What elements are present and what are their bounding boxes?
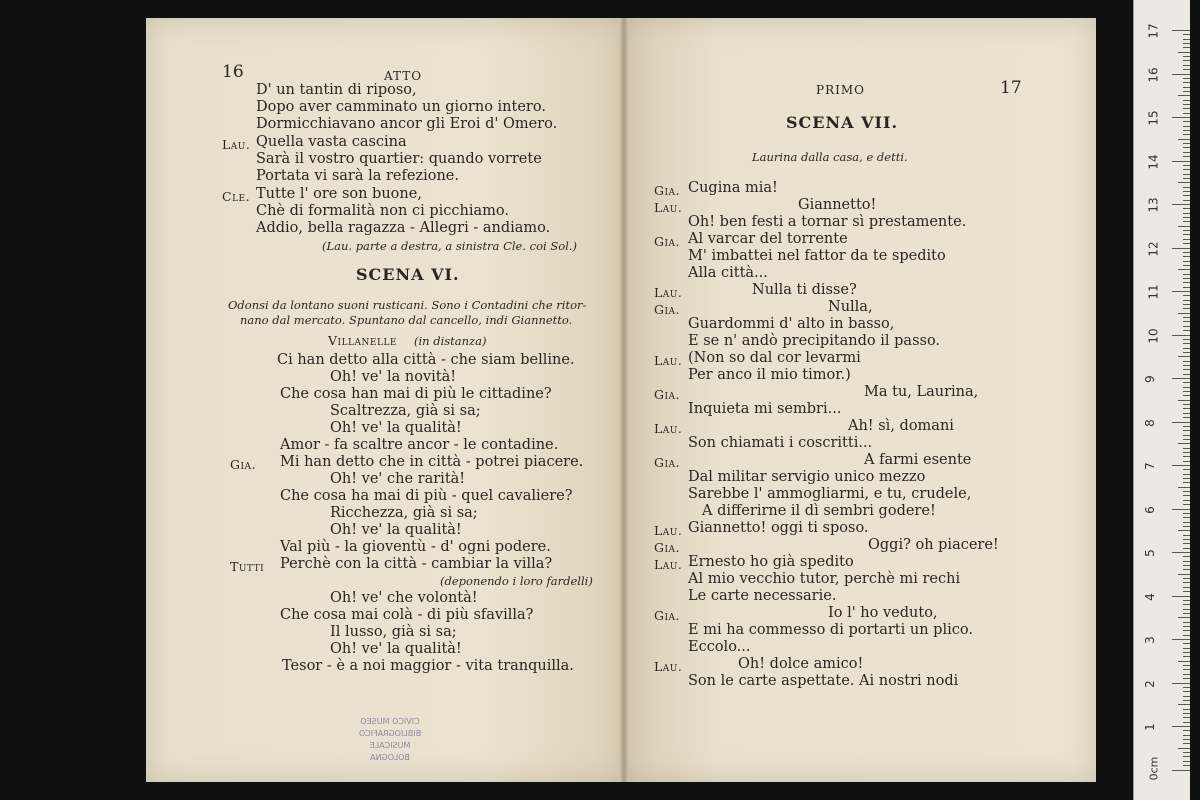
ruler-tick (1183, 504, 1190, 505)
right-page-number: 17 (1000, 78, 1022, 98)
stamp-line: BIBLIOGRAFICO MUSICALE (358, 729, 422, 750)
ruler-tick (1172, 726, 1190, 727)
ruler-tick (1183, 352, 1190, 353)
ruler-tick (1183, 56, 1190, 57)
text-line: Giannetto! oggi ti sposo. (688, 520, 869, 536)
ruler-tick (1183, 656, 1190, 657)
ruler-tick (1178, 748, 1190, 749)
verse-line: Il lusso, già si sa; (330, 624, 457, 640)
text-line: Eccolo... (688, 639, 751, 655)
text-line: Dal militar servigio unico mezzo (688, 469, 926, 485)
text-line: D' un tantin di riposo, (256, 82, 417, 98)
ruler-tick (1183, 78, 1190, 79)
ruler-tick (1183, 578, 1190, 579)
ruler-tick (1183, 230, 1190, 231)
verse-line: Tesor - è a noi maggior - vita tranquilla. (282, 658, 574, 674)
ruler-tick (1183, 717, 1190, 718)
ruler-tick (1183, 678, 1190, 679)
verse-line: Oh! ve' la novità! (330, 369, 457, 385)
ruler-tick (1183, 382, 1190, 383)
ruler-tick (1183, 147, 1190, 148)
text-line: Son le carte aspettate. Ai nostri nodi (688, 673, 959, 689)
ruler-tick (1183, 82, 1190, 83)
ruler-tick (1183, 478, 1190, 479)
ruler-tick (1183, 252, 1190, 253)
ruler-tick (1183, 191, 1190, 192)
verse-line: Oh! ve' la qualità! (330, 641, 462, 657)
text-line: M' imbattei nel fattor da te spedito (688, 248, 946, 264)
text-line: Guardommi d' alto in basso, (688, 316, 895, 332)
ruler-tick (1183, 343, 1190, 344)
stamp-line: BOLOGNA (370, 753, 410, 762)
ruler-tick (1183, 456, 1190, 457)
ruler-tick (1183, 482, 1190, 483)
ruler-tick (1183, 430, 1190, 431)
speaker-label: Gia. (654, 455, 681, 470)
ruler-number: 8 (1142, 418, 1157, 427)
stage-direction: nano dal mercato. Spuntano dal cancello, indi Giannetto. (240, 313, 573, 327)
speaker-label: Lau. (654, 200, 683, 215)
ruler-tick (1183, 739, 1190, 740)
ruler-number: 17 (1146, 23, 1161, 39)
text-line: E mi ha commesso di portarti un plico. (688, 622, 973, 638)
verse-line: Scaltrezza, già si sa; (330, 403, 481, 419)
text-line: Chè di formalità non ci picchiamo. (256, 203, 509, 219)
ruler-tick (1172, 204, 1190, 205)
speaker-label: Lau. (654, 557, 683, 572)
ruler-tick (1183, 200, 1190, 201)
ruler-tick (1183, 243, 1190, 244)
ruler-number: 6 (1142, 505, 1157, 514)
library-stamp (340, 716, 440, 762)
text-line: Tutte l' ore son buone, (256, 186, 422, 202)
ruler-tick (1183, 539, 1190, 540)
ruler-tick (1183, 126, 1190, 127)
ruler-tick (1183, 213, 1190, 214)
ruler-tick (1183, 369, 1190, 370)
text-line: Son chiamati i coscritti... (688, 435, 873, 451)
ruler-tick (1183, 326, 1190, 327)
text-line: Oh! ben festi a tornar sì prestamente. (688, 214, 967, 230)
speaker-label: Lau. (654, 421, 683, 436)
ruler-tick (1183, 261, 1190, 262)
ruler-tick (1183, 461, 1190, 462)
ruler-tick (1183, 195, 1190, 196)
ruler-tick (1178, 443, 1190, 444)
ruler-tick (1183, 543, 1190, 544)
ruler-tick (1183, 604, 1190, 605)
verse-line: Oh! ve' la qualità! (330, 522, 462, 538)
ruler-tick (1183, 87, 1190, 88)
ruler-number: 1 (1142, 723, 1157, 731)
ruler-tick (1178, 530, 1190, 531)
ruler-tick (1183, 365, 1190, 366)
ruler-number: 4 (1142, 592, 1157, 601)
scena-title: SCENA VI. (356, 265, 460, 284)
ruler-tick (1178, 95, 1190, 96)
stage-direction: (deponendo i loro fardelli) (440, 574, 593, 588)
text-line: Ma tu, Laurina, (864, 384, 979, 400)
ruler-tick (1183, 339, 1190, 340)
ruler-tick (1172, 335, 1190, 336)
ruler-tick (1178, 52, 1190, 53)
ruler-tick (1178, 182, 1190, 183)
speaker-label: Cle. (222, 189, 251, 204)
verse-line: Val più - la gioventù - d' ogni podere. (280, 539, 551, 555)
ruler-tick (1178, 269, 1190, 270)
ruler-tick (1183, 43, 1190, 44)
text-line: Ah! sì, domani (848, 418, 954, 434)
speaker-label: Gia. (654, 183, 681, 198)
ruler-tick (1183, 234, 1190, 235)
text-line: Nulla ti disse? (752, 282, 857, 298)
text-line: A differirne il dì sembri godere! (702, 503, 936, 519)
ruler-tick (1183, 287, 1190, 288)
text-line: Al varcar del torrente (688, 231, 848, 247)
speaker-label: Gia. (654, 608, 681, 623)
scena-title: SCENA VII. (786, 113, 899, 132)
ruler-tick (1183, 169, 1190, 170)
ruler-tick (1183, 700, 1190, 701)
ruler-tick (1183, 100, 1190, 101)
ruler-tick (1183, 300, 1190, 301)
ruler-tick (1183, 587, 1190, 588)
ruler-tick (1172, 552, 1190, 553)
ruler-tick (1183, 104, 1190, 105)
ruler-tick (1183, 130, 1190, 131)
verse-line: Oh! ve' la qualità! (330, 420, 462, 436)
ruler-tick (1183, 622, 1190, 623)
speaker-label: Gia. (230, 457, 257, 472)
ruler-tick (1183, 565, 1190, 566)
ruler-tick (1183, 134, 1190, 135)
ruler-tick (1183, 765, 1190, 766)
ruler-tick (1178, 661, 1190, 662)
speaker-label: Lau. (654, 285, 683, 300)
text-line: Cugina mia! (688, 180, 778, 196)
ruler-tick (1183, 374, 1190, 375)
ruler-tick (1172, 74, 1190, 75)
ruler-number: 16 (1146, 66, 1161, 83)
ruler-tick (1183, 526, 1190, 527)
ruler-tick (1183, 187, 1190, 188)
ruler-tick (1183, 591, 1190, 592)
ruler-tick (1183, 330, 1190, 331)
text-line: Per anco il mio timor.) (688, 367, 851, 383)
ruler-tick (1183, 491, 1190, 492)
ruler-tick (1183, 517, 1190, 518)
ruler-tick (1183, 278, 1190, 279)
ruler-tick (1183, 556, 1190, 557)
ruler-tick (1183, 47, 1190, 48)
ruler-tick (1183, 274, 1190, 275)
ruler-tick (1183, 626, 1190, 627)
ruler-tick (1183, 69, 1190, 70)
ruler-tick (1183, 404, 1190, 405)
ruler-tick (1183, 282, 1190, 283)
ruler-tick (1183, 513, 1190, 514)
speaker-label: Gia. (654, 234, 681, 249)
ruler-tick (1183, 761, 1190, 762)
ruler-number: 14 (1146, 153, 1161, 170)
ruler-tick (1183, 522, 1190, 523)
ruler-tick (1178, 313, 1190, 314)
stage-direction: (in distanza) (414, 334, 487, 348)
ruler-tick (1183, 709, 1190, 710)
verse-line: Oh! ve' che rarità! (330, 471, 466, 487)
ruler-tick (1178, 400, 1190, 401)
ruler-tick (1172, 378, 1190, 379)
ruler-tick (1172, 770, 1190, 771)
ruler-tick (1183, 217, 1190, 218)
ruler-tick (1178, 617, 1190, 618)
ruler-tick (1183, 361, 1190, 362)
ruler-tick (1172, 596, 1190, 597)
ruler-tick (1183, 221, 1190, 222)
ruler-tick (1183, 34, 1190, 35)
ruler-tick (1183, 395, 1190, 396)
ruler-tick (1183, 652, 1190, 653)
ruler-tick (1183, 648, 1190, 649)
text-line: Portata vi sarà la refezione. (256, 168, 459, 184)
ruler-tick (1172, 117, 1190, 118)
ruler-tick (1183, 65, 1190, 66)
ruler-tick (1183, 600, 1190, 601)
ruler-tick (1183, 435, 1190, 436)
text-line: Le carte necessarie. (688, 588, 837, 604)
right-running-head: PRIMO (816, 83, 865, 97)
ruler-tick (1183, 665, 1190, 666)
text-line: Oggi? oh piacere! (868, 537, 999, 553)
ruler-tick (1183, 426, 1190, 427)
ruler-number: 9 (1142, 375, 1157, 383)
left-running-head: ATTO (384, 69, 423, 83)
speaker-label: Gia. (654, 302, 681, 317)
ruler-tick (1172, 161, 1190, 162)
ruler-tick (1183, 60, 1190, 61)
ruler-tick (1183, 735, 1190, 736)
ruler-tick (1183, 630, 1190, 631)
ruler-tick (1178, 704, 1190, 705)
ruler-tick (1183, 730, 1190, 731)
speaker-label: Tutti (230, 559, 265, 574)
text-line: Inquieta mi sembri... (688, 401, 842, 417)
ruler-tick (1183, 452, 1190, 453)
ruler-tick (1183, 500, 1190, 501)
measuring-ruler (1133, 0, 1190, 800)
ruler-tick (1183, 321, 1190, 322)
ruler-number: 11 (1146, 284, 1161, 300)
ruler-number: 12 (1146, 240, 1161, 257)
ruler-tick (1178, 139, 1190, 140)
text-line: Dormicchiavano ancor gli Eroi d' Omero. (256, 116, 558, 132)
ruler-number: 13 (1146, 197, 1161, 213)
ruler-tick (1183, 108, 1190, 109)
ruler-number: 3 (1142, 636, 1157, 644)
ruler-tick (1183, 696, 1190, 697)
ruler-tick (1172, 422, 1190, 423)
ruler-tick (1183, 743, 1190, 744)
ruler-number: 10 (1146, 327, 1161, 344)
ruler-tick (1183, 387, 1190, 388)
ruler-tick (1183, 609, 1190, 610)
chorus-label: Villanelle (328, 333, 398, 348)
speaker-label: Lau. (654, 523, 683, 538)
stamp-line: CIVICO MUSEO (360, 717, 420, 726)
text-line: Giannetto! (798, 197, 877, 213)
ruler-tick (1183, 239, 1190, 240)
ruler-tick (1183, 613, 1190, 614)
ruler-tick (1183, 635, 1190, 636)
ruler-tick (1183, 495, 1190, 496)
ruler-tick (1183, 674, 1190, 675)
speaker-label: Lau. (654, 353, 683, 368)
text-line: Addio, bella ragazza - Allegri - andiamo. (256, 220, 551, 236)
ruler-tick (1183, 713, 1190, 714)
verse-line: Oh! ve' che volontà! (330, 590, 478, 606)
ruler-tick (1183, 348, 1190, 349)
ruler-tick (1172, 639, 1190, 640)
text-line: (Non so dal cor levarmi (688, 350, 861, 366)
ruler-tick (1183, 391, 1190, 392)
ruler-number: 2 (1142, 679, 1157, 688)
ruler-tick (1183, 174, 1190, 175)
ruler-tick (1183, 208, 1190, 209)
verse-line: Mi han detto che in città - potrei piacere. (280, 454, 584, 470)
ruler-tick (1183, 143, 1190, 144)
speaker-label: Gia. (654, 387, 681, 402)
ruler-tick (1183, 756, 1190, 757)
text-line: Al mio vecchio tutor, perchè mi rechi (688, 571, 961, 587)
ruler-tick (1183, 448, 1190, 449)
ruler-tick (1183, 165, 1190, 166)
ruler-unit: 0cm (1147, 756, 1161, 781)
left-page-number: 16 (222, 62, 244, 82)
ruler-tick (1183, 408, 1190, 409)
ruler-tick (1183, 752, 1190, 753)
verse-line: Perchè con la città - cambiar la villa? (280, 556, 553, 572)
text-line: Io l' ho veduto, (828, 605, 938, 621)
text-line: Ernesto ho già spedito (688, 554, 854, 570)
ruler-number: 7 (1142, 462, 1157, 470)
verse-line: Amor - fa scaltre ancor - le contadine. (280, 437, 559, 453)
ruler-tick (1183, 669, 1190, 670)
ruler-tick (1183, 439, 1190, 440)
verse-line: Ricchezza, già si sa; (330, 505, 478, 521)
ruler-tick (1183, 561, 1190, 562)
ruler-tick (1172, 248, 1190, 249)
ruler-tick (1183, 178, 1190, 179)
verse-line: Che cosa mai colà - di più sfavilla? (280, 607, 534, 623)
ruler-tick (1183, 265, 1190, 266)
ruler-tick (1183, 548, 1190, 549)
ruler-tick (1183, 569, 1190, 570)
stage-direction: (Lau. parte a destra, a sinistra Cle. coi Sol.) (322, 239, 577, 253)
ruler-number: 15 (1146, 110, 1161, 126)
verse-line: Che cosa han mai di più le cittadine? (280, 386, 552, 402)
ruler-tick (1172, 683, 1190, 684)
text-line: E se n' andò precipitando il passo. (688, 333, 941, 349)
ruler-tick (1183, 152, 1190, 153)
ruler-tick (1183, 295, 1190, 296)
ruler-tick (1178, 226, 1190, 227)
ruler-tick (1172, 30, 1190, 31)
ruler-tick (1183, 691, 1190, 692)
ruler-tick (1183, 687, 1190, 688)
ruler-tick (1183, 582, 1190, 583)
speaker-label: Lau. (654, 659, 683, 674)
text-line: Sarebbe l' ammogliarmi, e tu, crudele, (688, 486, 972, 502)
speaker-label: Lau. (222, 137, 251, 152)
ruler-tick (1183, 474, 1190, 475)
ruler-tick (1178, 356, 1190, 357)
speaker-label: Gia. (654, 540, 681, 555)
verse-line: Che cosa ha mai di più - quel cavaliere? (280, 488, 573, 504)
ruler-tick (1172, 465, 1190, 466)
ruler-tick (1183, 469, 1190, 470)
ruler-tick (1183, 417, 1190, 418)
ruler-tick (1183, 156, 1190, 157)
ruler-tick (1172, 291, 1190, 292)
ruler-tick (1183, 317, 1190, 318)
ruler-tick (1183, 308, 1190, 309)
ruler-tick (1178, 574, 1190, 575)
ruler-tick (1178, 487, 1190, 488)
ruler-tick (1183, 39, 1190, 40)
ruler-tick (1183, 304, 1190, 305)
text-line: Quella vasta cascina (256, 134, 407, 150)
text-line: Dopo aver camminato un giorno intero. (256, 99, 546, 115)
ruler-tick (1183, 113, 1190, 114)
text-line: Nulla, (828, 299, 873, 315)
ruler-tick (1172, 509, 1190, 510)
ruler-tick (1183, 535, 1190, 536)
scene-subtitle: Laurina dalla casa, e detti. (752, 150, 908, 164)
text-line: Alla città... (688, 265, 768, 281)
ruler-tick (1183, 643, 1190, 644)
ruler-tick (1183, 256, 1190, 257)
ruler-number: 5 (1142, 549, 1157, 557)
ruler-tick (1183, 121, 1190, 122)
stage-direction: Odonsi da lontano suoni rusticani. Sono i Contadini che ritor- (228, 298, 587, 312)
book-gutter (620, 18, 628, 782)
verse-line: Ci han detto alla città - che siam belline. (277, 352, 575, 368)
text-line: Sarà il vostro quartier: quando vorrete (256, 151, 542, 167)
text-line: A farmi esente (864, 452, 972, 468)
ruler-tick (1183, 722, 1190, 723)
text-line: Oh! dolce amico! (738, 656, 864, 672)
ruler-tick (1183, 413, 1190, 414)
ruler-tick (1183, 91, 1190, 92)
